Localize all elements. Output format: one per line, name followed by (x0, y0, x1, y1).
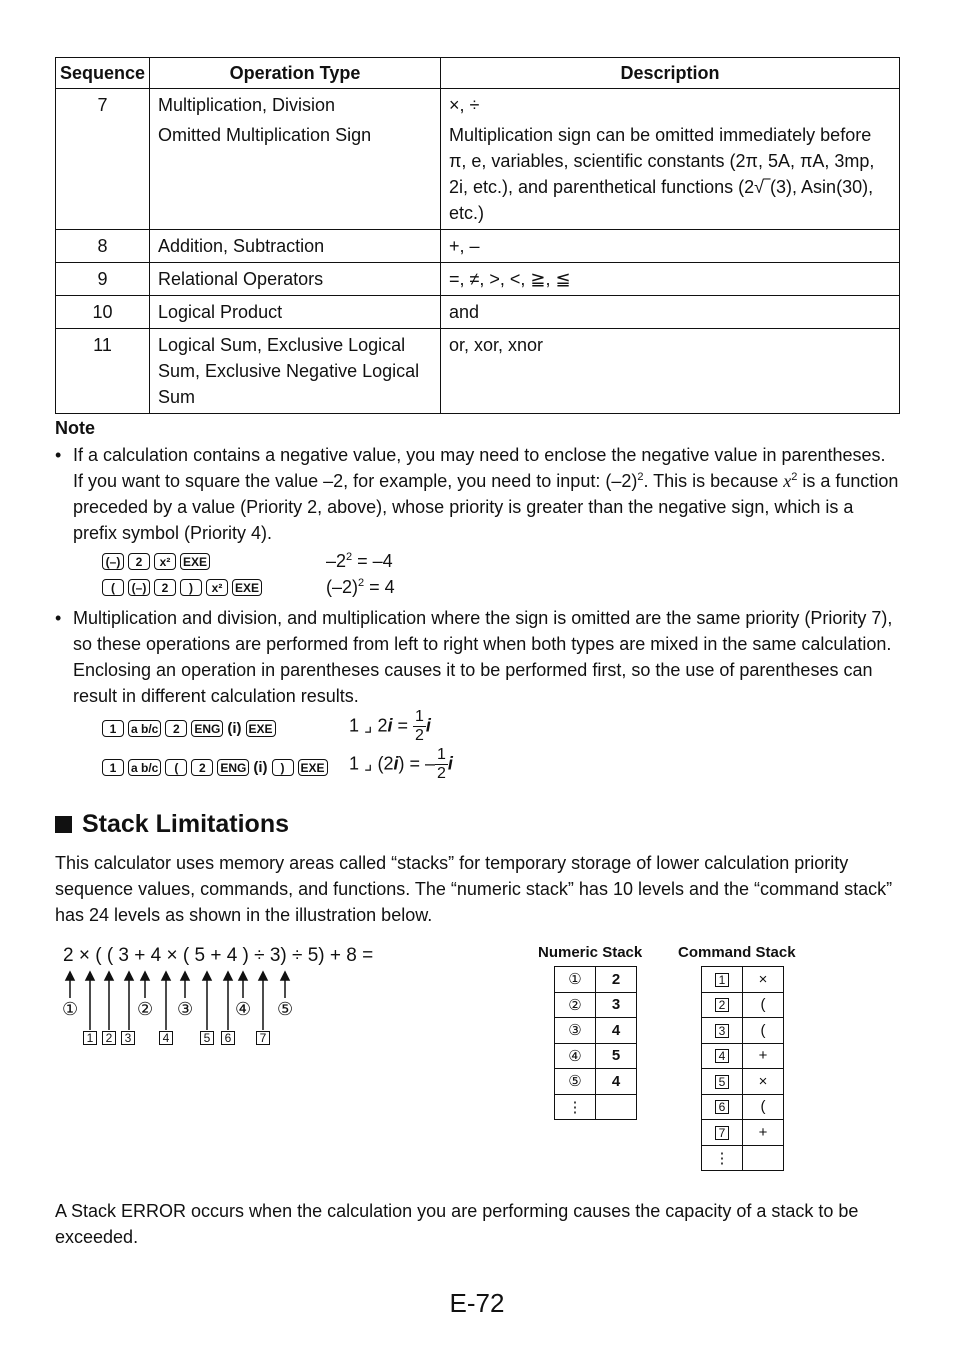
stack-row (702, 1018, 784, 1044)
stack-row (555, 1094, 637, 1120)
stack-level: ⋮ (702, 1145, 743, 1171)
stack-value: ( (743, 1094, 784, 1120)
cell-op: Logical Product (150, 296, 441, 329)
numerator: 1 (415, 708, 424, 725)
square-bullet-icon (55, 816, 72, 833)
circled-label: ④ (235, 999, 252, 1019)
stack-row (702, 1043, 784, 1069)
stack-value (596, 1094, 637, 1120)
square-key[interactable]: x² (206, 579, 228, 596)
stack-row (702, 1120, 784, 1146)
note-bullet-1 (55, 442, 900, 546)
desc-line: ×, ÷ (449, 95, 480, 115)
result-3 (349, 708, 431, 745)
boxed-label: 4 (715, 1049, 729, 1063)
stack-value: × (743, 967, 784, 993)
stack-value: ( (743, 1018, 784, 1044)
boxed-label: 6 (221, 1031, 235, 1045)
exe-key[interactable]: EXE (298, 759, 328, 776)
stack-level (702, 1069, 743, 1095)
stack-row (555, 967, 637, 993)
imaginary-key-label: (i) (253, 759, 268, 776)
imaginary-i: i (447, 753, 453, 774)
superscript: 2 (346, 551, 353, 563)
key-sequence-3 (102, 720, 276, 737)
result-part: 1 ⌟ (2 (349, 753, 394, 774)
stack-row (702, 1094, 784, 1120)
exe-key[interactable]: EXE (232, 579, 262, 596)
boxed-label: 6 (715, 1100, 729, 1114)
bullet-text (73, 442, 900, 546)
numeric-stack-table (554, 966, 637, 1120)
result-part: = 4 (364, 577, 395, 597)
col-header-operation-type: Operation Type (150, 58, 441, 89)
stack-row (702, 967, 784, 993)
result-part: –2 (326, 551, 347, 571)
cell-desc: and (441, 296, 900, 329)
table-row (56, 296, 900, 329)
exe-key[interactable]: EXE (180, 553, 210, 570)
numerator: 1 (437, 746, 446, 763)
page-number: E-72 (449, 1288, 505, 1318)
result-2 (326, 577, 395, 598)
boxed-label: 1 (83, 1031, 97, 1045)
bullet-dot: • (55, 608, 62, 628)
stack-row (555, 1043, 637, 1069)
stack-value: + (743, 1120, 784, 1146)
result-part: ) = – (398, 753, 436, 774)
digit-key[interactable]: 1 (102, 720, 124, 737)
bullet-text-part: If a calculation contains a negative value, you may need to enclose the negative value in parentheses. If you want to square the value –2, for example, you need to input: (–2) (73, 445, 886, 491)
table-row (56, 263, 900, 296)
cell-seq: 10 (56, 296, 150, 329)
numeric-stack-title: Numeric Stack (538, 944, 643, 961)
boxed-label: 3 (121, 1031, 135, 1045)
boxed-label: 4 (159, 1031, 173, 1045)
section-paragraph: This calculator uses memory areas called “stacks” for temporary storage of lower calculation priority sequence values, commands, and functions. The “numeric stack” has 10 levels and the “command stack” has 24 levels as shown in the illustration below. (55, 853, 893, 925)
negative-key[interactable]: (–) (102, 553, 124, 570)
stack-row (702, 1145, 784, 1171)
op-line: Multiplication, Division (158, 95, 336, 115)
digit-key[interactable]: 2 (128, 553, 150, 570)
stack-level (702, 1018, 743, 1044)
variable-x: x (783, 471, 792, 491)
boxed-label: 2 (102, 1031, 116, 1045)
stack-value: 4 (596, 1018, 637, 1044)
note-heading: Note (55, 418, 95, 438)
close-paren-key[interactable]: ) (180, 579, 202, 596)
table-row (56, 89, 900, 230)
stack-level: ④ (555, 1043, 596, 1069)
stack-level (702, 1120, 743, 1146)
stack-value: × (743, 1069, 784, 1095)
stack-level (702, 967, 743, 993)
footer-paragraph: A Stack ERROR occurs when the calculation you are performing causes the capacity of a stack to be exceeded. (55, 1201, 859, 1247)
stack-level: ① (555, 967, 596, 993)
boxed-label: 5 (200, 1031, 214, 1045)
boxed-label: 5 (715, 1075, 729, 1089)
denominator: 2 (437, 765, 446, 782)
bullet-text: Multiplication and division, and multiplication where the sign is omitted are the same priority (Priority 7), so these operations are performed from left to right when both types are mixed in the same calculation. Enclosing an operation in parentheses causes it to be performed first, so the use of parentheses can result in different calculation results. (73, 608, 893, 706)
boxed-label: 2 (715, 998, 729, 1012)
key-sequence-4 (102, 759, 328, 776)
key-sequence-1 (102, 553, 210, 570)
stack-level (702, 1043, 743, 1069)
eng-key[interactable]: ENG (191, 720, 223, 737)
boxed-label: 1 (715, 973, 729, 987)
stack-row (702, 1069, 784, 1095)
bullet-text-part: . This is because (643, 471, 784, 491)
fraction (413, 708, 426, 745)
stack-level: ③ (555, 1018, 596, 1044)
fraction-key[interactable]: a b/c (128, 759, 161, 776)
cell-desc: +, – (441, 230, 900, 263)
cell-op: Logical Sum, Exclusive Logical Sum, Exclusive Negative Logical Sum (150, 329, 441, 414)
col-header-description: Description (441, 58, 900, 89)
exe-key[interactable]: EXE (246, 720, 276, 737)
close-paren-key[interactable]: ) (272, 759, 294, 776)
result-4 (349, 746, 453, 783)
result-1 (326, 551, 393, 572)
stack-row (555, 1069, 637, 1095)
col-header-sequence: Sequence (56, 58, 150, 89)
cell-seq: 11 (56, 329, 150, 414)
circled-label: ① (62, 999, 79, 1019)
section-title: Stack Limitations (82, 810, 289, 838)
cell-desc: =, ≠, >, <, ≧, ≦ (441, 263, 900, 296)
stack-row (702, 992, 784, 1018)
result-part: (–2) (326, 577, 359, 597)
imaginary-i: i (425, 715, 431, 736)
result-part: = (392, 715, 413, 736)
digit-key[interactable]: 2 (154, 579, 176, 596)
cell-desc: or, xor, xnor (441, 329, 900, 414)
bullet-dot: • (55, 445, 62, 465)
imaginary-i: i (393, 753, 399, 774)
eng-key[interactable]: ENG (217, 759, 249, 776)
stack-value: + (743, 1043, 784, 1069)
table-row (56, 329, 900, 414)
fraction (435, 746, 448, 783)
open-paren-key[interactable]: ( (165, 759, 187, 776)
circled-label: ③ (177, 999, 194, 1019)
table-row (56, 230, 900, 263)
denominator: 2 (415, 727, 424, 744)
digit-key[interactable]: 2 (165, 720, 187, 737)
cell-op: Addition, Subtraction (150, 230, 441, 263)
stack-level: ⑤ (555, 1069, 596, 1095)
superscript: 2 (637, 471, 644, 483)
imaginary-i: i (387, 715, 393, 736)
stack-value: 2 (596, 967, 637, 993)
priority-table (55, 57, 900, 414)
stack-value: ( (743, 992, 784, 1018)
boxed-label: 3 (715, 1024, 729, 1038)
stack-row (555, 992, 637, 1018)
stack-level (702, 992, 743, 1018)
stack-value: 5 (596, 1043, 637, 1069)
key-sequence-2 (102, 579, 262, 596)
digit-key[interactable]: 2 (191, 759, 213, 776)
command-stack-table (701, 966, 784, 1171)
cell-op: Relational Operators (150, 263, 441, 296)
digit-key[interactable]: 1 (102, 759, 124, 776)
negative-key[interactable]: (–) (128, 579, 150, 596)
cell-seq: 7 (56, 89, 150, 230)
result-part: 1 ⌟ 2 (349, 715, 388, 736)
boxed-label: 7 (256, 1031, 270, 1045)
bullet-text-part: is a function preceded by a value (Priority 2, above), whose priority is greater than the negative sign, which is a prefix symbol (Priority 4). (73, 471, 899, 543)
cell-seq: 9 (56, 263, 150, 296)
command-stack-title: Command Stack (678, 944, 796, 961)
superscript: 2 (791, 471, 798, 483)
cell-op (150, 89, 441, 230)
stack-value: 3 (596, 992, 637, 1018)
stack-level: ② (555, 992, 596, 1018)
stack-level: ⋮ (555, 1094, 596, 1120)
cell-seq: 8 (56, 230, 150, 263)
note-bullet-2 (55, 605, 900, 709)
stack-value (743, 1145, 784, 1171)
fraction-key[interactable]: a b/c (128, 720, 161, 737)
stack-level (702, 1094, 743, 1120)
table-header-row (56, 58, 900, 89)
open-paren-key[interactable]: ( (102, 579, 124, 596)
circled-label: ⑤ (277, 999, 294, 1019)
section-heading (55, 810, 289, 839)
result-part: = –4 (352, 551, 393, 571)
circled-label: ② (137, 999, 154, 1019)
cell-desc (441, 89, 900, 230)
imaginary-key-label: (i) (227, 720, 242, 737)
square-key[interactable]: x² (154, 553, 176, 570)
op-line: Omitted Multiplication Sign (158, 125, 372, 145)
boxed-label: 7 (715, 1126, 729, 1140)
stack-row (555, 1018, 637, 1044)
stack-value: 4 (596, 1069, 637, 1095)
desc-line: Multiplication sign can be omitted immediately before π, e, variables, scientific constants (2π, 5A, πA, 3mp, 2i, etc.), and parenthetical functions (2√‾(3), Asin(30), etc.) (449, 125, 875, 223)
expression: 2 × ( ( 3 + 4 × ( 5 + 4 ) ÷ 3) ÷ 5) + 8 = (63, 945, 374, 966)
superscript: 2 (358, 577, 365, 589)
